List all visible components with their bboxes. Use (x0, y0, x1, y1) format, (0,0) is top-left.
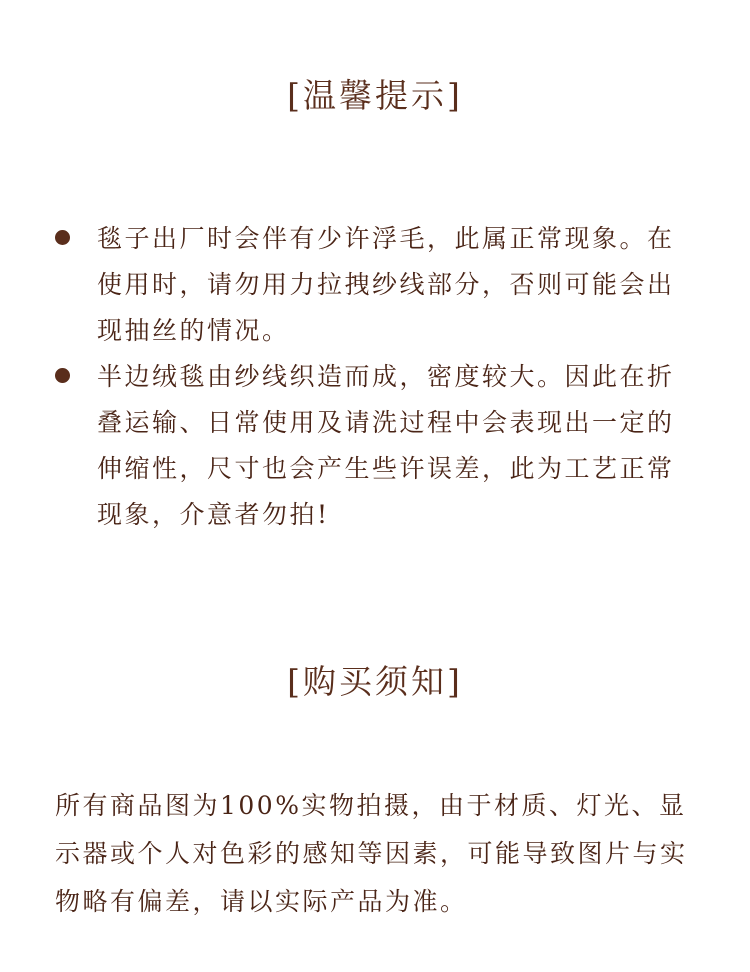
tips-section-title: [温馨提示] (287, 76, 463, 115)
notice-text: 所有商品图为100%实物拍摄，由于材质、灯光、显示器或个人对色彩的感知等因素，可能导致图片与实物略有偏差，请以实际产品为准。 (55, 791, 688, 916)
tip-item (0, 354, 697, 538)
tip-text: 半边绒毯由纱线织造而成，密度较大。因此在折叠运输、日常使用及请洗过程中会表现出一定的伸缩性，尺寸也会产生些许误差，此为工艺正常现象，介意者勿拍! (97, 362, 675, 529)
bullet-dot-icon (55, 368, 70, 383)
tip-text: 毯子出厂时会伴有少许浮毛，此属正常现象。在使用时，请勿用力拉拽纱线部分，否则可能会出现抽丝的情况。 (97, 224, 675, 345)
bullet-dot-icon (55, 230, 70, 245)
tip-item (0, 216, 697, 354)
notice-section-title: [购买须知] (287, 662, 463, 701)
tips-list (0, 216, 750, 538)
